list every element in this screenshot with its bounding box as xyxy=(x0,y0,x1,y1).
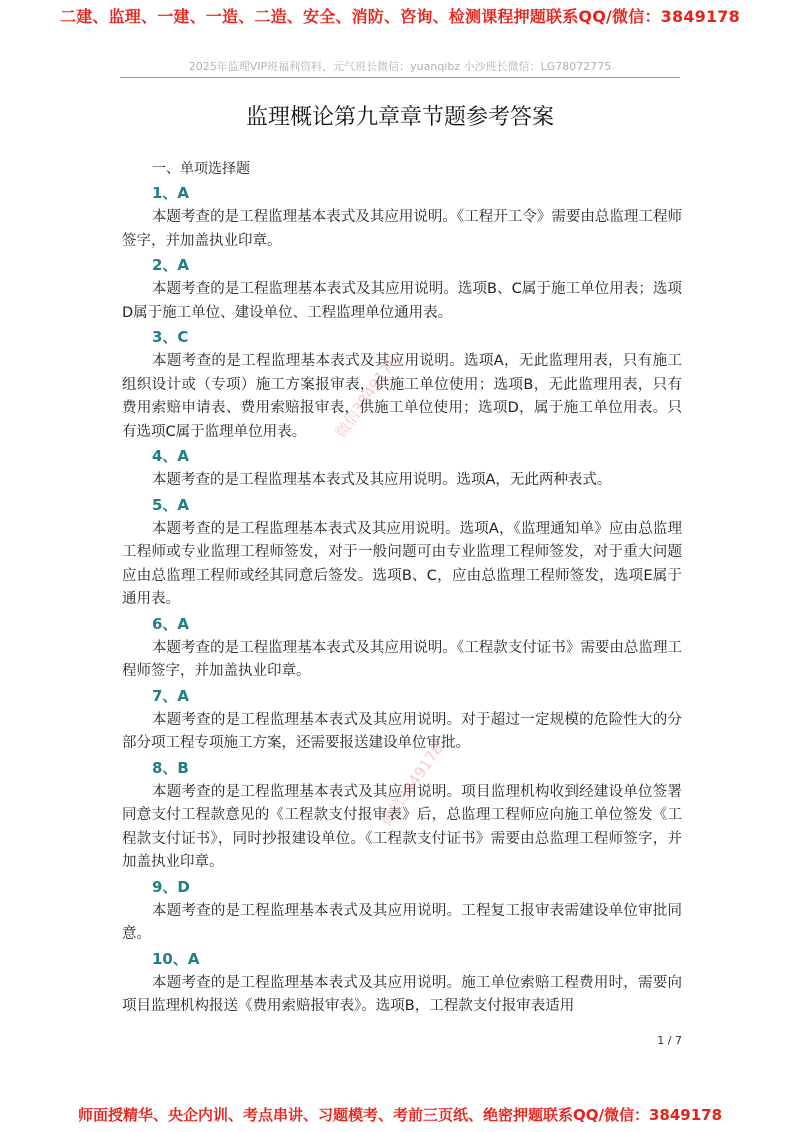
answer-item xyxy=(122,612,682,684)
top-banner: 二建、监理、一建、一造、二造、安全、消防、咨询、检测课程押题联系QQ/微信：3849178 xyxy=(60,7,740,26)
header-note: 2025年监理VIP班福利资料，元气班长微信：yuanqibz 小沙班长微信：LG78072775 xyxy=(188,60,612,73)
answer-label: 8、B xyxy=(152,758,189,777)
answer-label: 6、A xyxy=(152,614,190,633)
section-heading: 一、单项选择题 xyxy=(152,161,250,177)
answer-content xyxy=(122,158,682,1019)
answer-item xyxy=(122,493,682,612)
answer-explanation: 本题考查的是工程监理基本表式及其应用说明。选项B、C属于施工单位用表；选项D属于施工单位、建设单位、工程监理单位通用表。 xyxy=(122,281,682,321)
answer-item xyxy=(122,875,682,947)
answer-explanation: 本题考查的是工程监理基本表式及其应用说明。工程复工报审表需建设单位审批同意。 xyxy=(122,902,682,942)
answer-explanation: 本题考查的是工程监理基本表式及其应用说明。施工单位索赔工程费用时，需要向项目监理机构报送《费用索赔报审表》。选项B，工程款支付报审表适用 xyxy=(122,974,682,1014)
answer-item xyxy=(122,444,682,493)
answer-explanation: 本题考查的是工程监理基本表式及其应用说明。《工程款支付证书》需要由总监理工程师签字，并加盖执业印章。 xyxy=(122,639,682,679)
answer-item xyxy=(122,253,682,325)
answer-item xyxy=(122,325,682,444)
answer-explanation: 本题考查的是工程监理基本表式及其应用说明。项目监理机构收到经建设单位签署同意支付工程款意见的《工程款支付报审表》后，总监理工程师应向施工单位签发《工程款支付证书》，同时抄报建设单位。《工程款支付证书》需要由总监理工程师签字，并加盖执业印章。 xyxy=(122,783,682,870)
answer-explanation: 本题考查的是工程监理基本表式及其应用说明。选项A，无此监理用表，只有施工组织设计或（专项）施工方案报审表，供施工单位使用；选项B，无此监理用表，只有费用索赔申请表、费用索赔报审表，供施工单位使用；选项D，属于施工单位用表。只有选项C属于监理单位用表。 xyxy=(122,353,682,440)
answer-label: 9、D xyxy=(152,877,190,896)
answer-item xyxy=(122,684,682,756)
answer-label: 2、A xyxy=(152,256,190,274)
header-divider xyxy=(120,77,680,78)
watermark: 微信3849178 xyxy=(376,739,447,830)
answer-explanation: 本题考查的是工程监理基本表式及其应用说明。选项A，无此两种表式。 xyxy=(152,472,612,488)
bottom-banner: 师面授精华、央企内训、考点串讲、习题模考、考前三页纸、绝密押题联系QQ/微信：3849178 xyxy=(77,1106,723,1124)
answer-item xyxy=(122,947,682,1019)
answer-label: 10、A xyxy=(152,949,200,968)
answer-explanation: 本题考查的是工程监理基本表式及其应用说明。选项A，《监理通知单》应由总监理工程师或专业监理工程师签发，对于一般问题可由专业监理工程师签发，对于重大问题应由总监理工程师或经其同意后签发。选项B、C，应由总监理工程师签发，选项E属于通用表。 xyxy=(122,520,682,607)
answer-label: 7、A xyxy=(152,686,190,705)
answer-label: 4、A xyxy=(152,447,190,465)
answer-label: 5、A xyxy=(152,495,190,514)
answer-label: 3、C xyxy=(152,328,189,346)
document-title: 监理概论第九章章节题参考答案 xyxy=(245,105,554,130)
answer-explanation: 本题考查的是工程监理基本表式及其应用说明。《工程开工令》需要由总监理工程师签字，并加盖执业印章。 xyxy=(122,209,682,249)
page-number: 1 / 7 xyxy=(657,1034,682,1047)
answer-label: 1、A xyxy=(152,184,190,202)
watermark: 微信3849178 xyxy=(331,351,402,442)
answer-item xyxy=(122,181,682,253)
answer-explanation: 本题考查的是工程监理基本表式及其应用说明。对于超过一定规模的危险性大的分部分项工程专项施工方案，还需要报送建设单位审批。 xyxy=(122,711,682,751)
